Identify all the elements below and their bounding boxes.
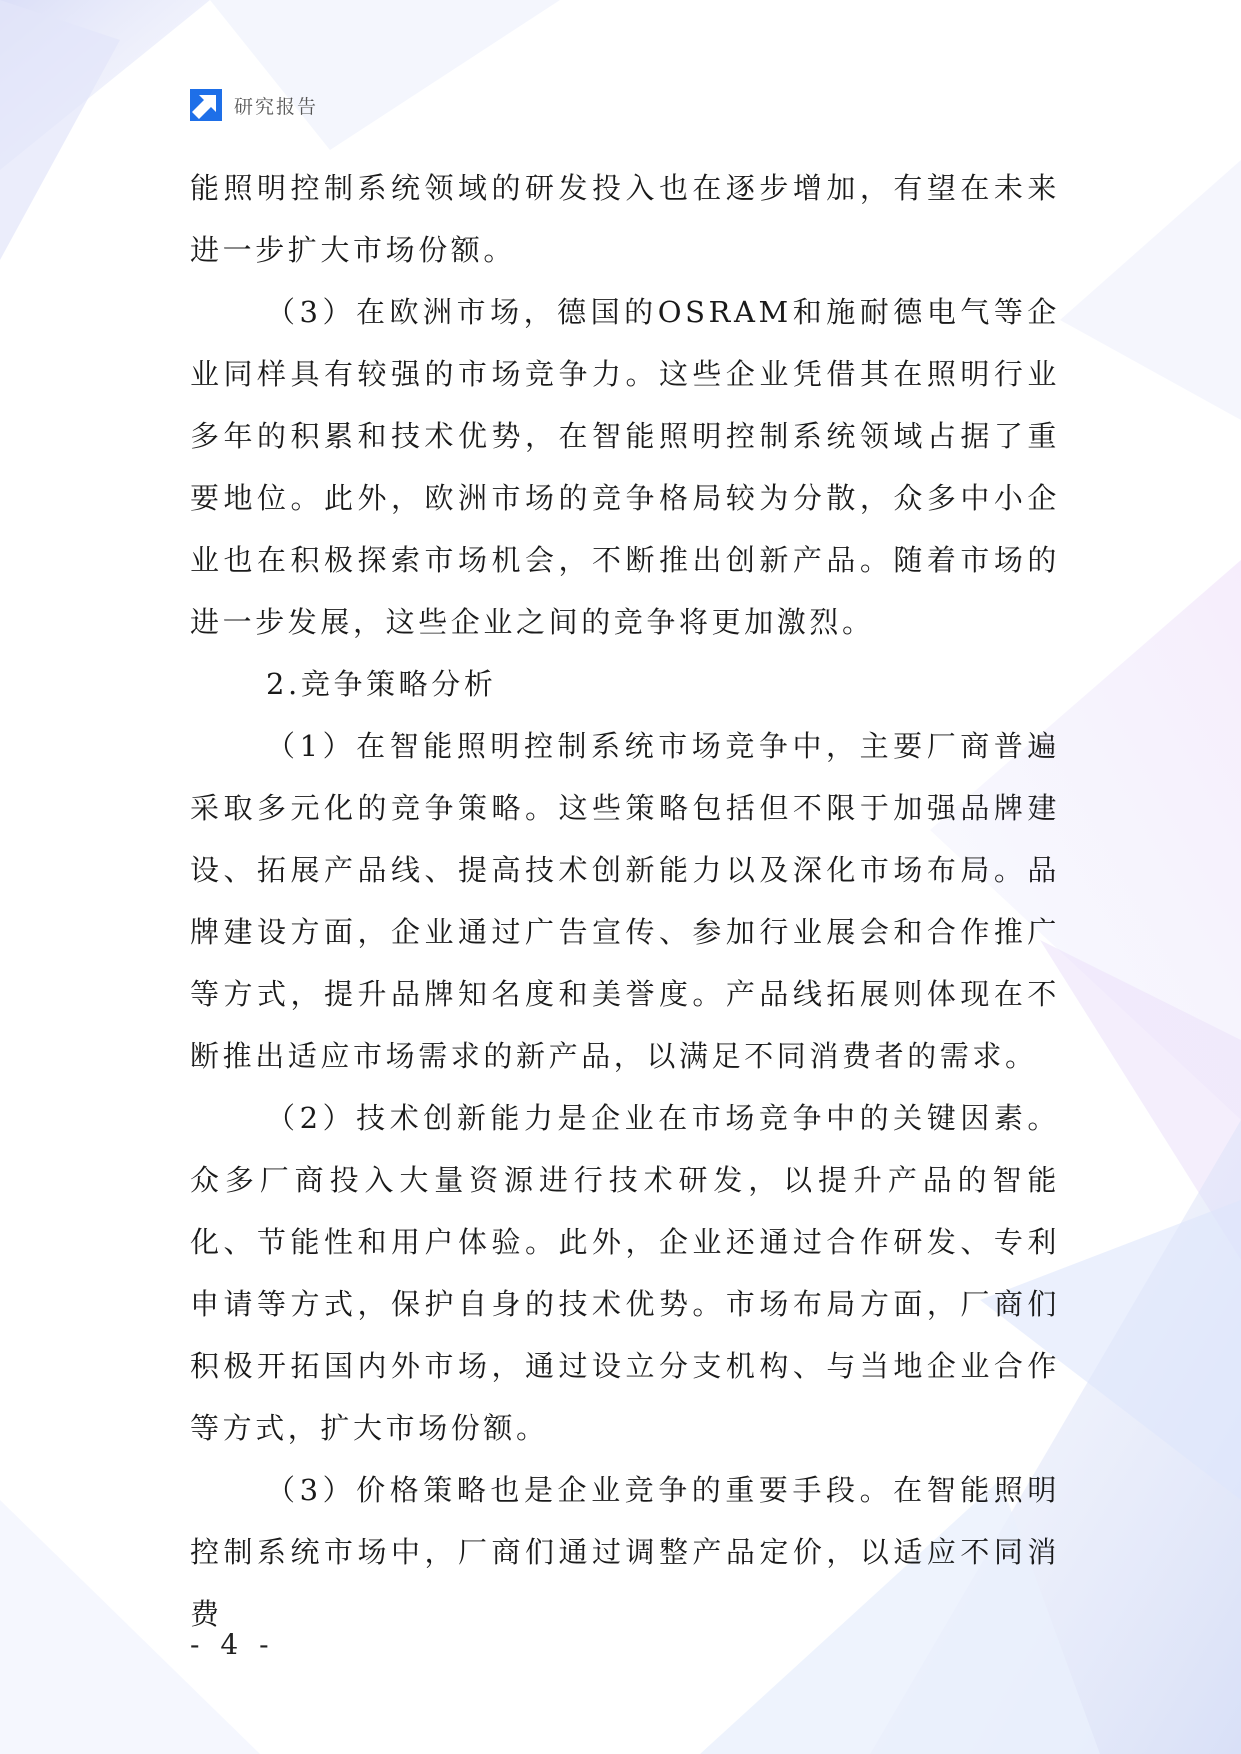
header-title: 研究报告: [234, 95, 319, 118]
arrow-up-right-icon: [190, 89, 222, 121]
report-header: [190, 88, 318, 122]
paragraph-strategy-3: （3）价格策略也是企业竞争的重要手段。在智能照明控制系统市场中，厂商们通过调整产品定价，以适应不同消费: [190, 1473, 1060, 1631]
page-number: - 4 -: [190, 1628, 275, 1661]
paragraph-strategy-2: （2）技术创新能力是企业在市场竞争中的关键因素。众多厂商投入大量资源进行技术研发，以提升产品的智能化、节能性和用户体验。此外，企业还通过合作研发、专利申请等方式，保护自身的技术优势。市场布局方面，厂商们积极开拓国内外市场，通过设立分支机构、与当地企业合作等方式，扩大市场份额。: [190, 1101, 1060, 1445]
document-body: [190, 157, 1060, 1645]
paragraph-europe-market: （3）在欧洲市场，德国的OSRAM和施耐德电气等企业同样具有较强的市场竞争力。这些企业凭借其在照明行业多年的积累和技术优势，在智能照明控制系统领域占据了重要地位。此外，欧洲市场的竞争格局较为分散，众多中小企业也在积极探索市场机会，不断推出创新产品。随着市场的进一步发展，这些企业之间的竞争将更加激烈。: [190, 295, 1060, 639]
paragraph-continued: 能照明控制系统领域的研发投入也在逐步增加，有望在未来进一步扩大市场份额。: [190, 171, 1060, 267]
section-heading: 2.竞争策略分析: [266, 667, 497, 701]
paragraph-strategy-1: （1）在智能照明控制系统市场竞争中，主要厂商普遍采取多元化的竞争策略。这些策略包括但不限于加强品牌建设、拓展产品线、提高技术创新能力以及深化市场布局。品牌建设方面，企业通过广告宣传、参加行业展会和合作推广等方式，提升品牌知名度和美誉度。产品线拓展则体现在不断推出适应市场需求的新产品，以满足不同消费者的需求。: [190, 729, 1060, 1073]
